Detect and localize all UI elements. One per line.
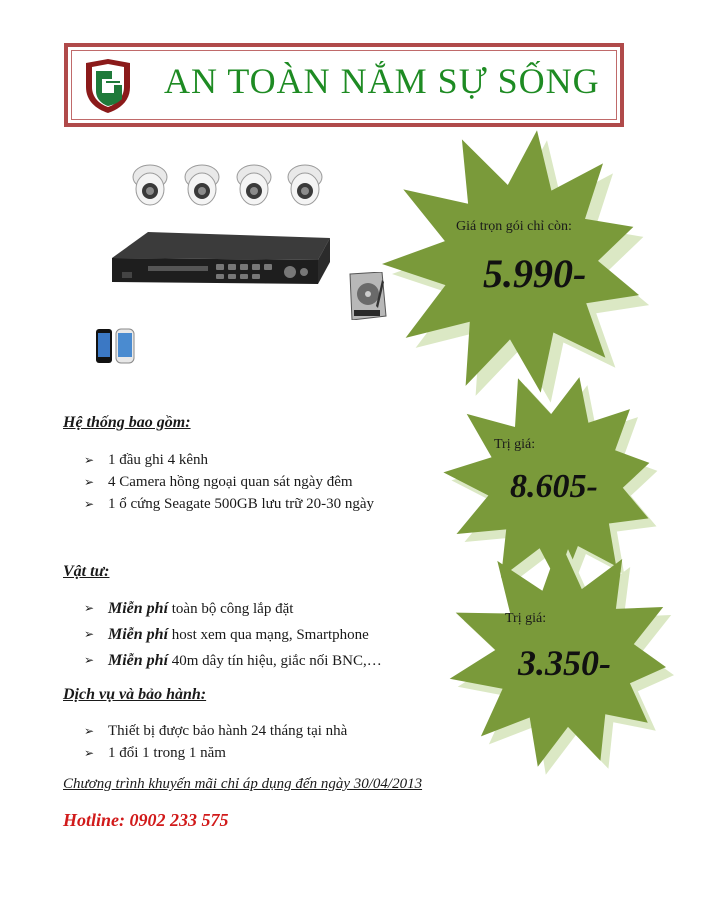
header-banner	[64, 43, 624, 127]
supplies-list	[84, 596, 382, 674]
banner-title: AN TOÀN NẮM SỰ SỐNG	[164, 61, 600, 101]
arrow-bullet-icon: ➢	[84, 475, 95, 489]
arrow-bullet-icon: ➢	[84, 627, 95, 641]
list-item: ➢ 1 ổ cứng Seagate 500GB lưu trữ 20-30 ngày	[84, 493, 374, 515]
smartphones-icon	[94, 328, 136, 364]
arrow-bullet-icon: ➢	[84, 724, 95, 738]
security-shield-logo-icon	[82, 57, 134, 115]
main-price-value: 5.990-	[483, 251, 587, 296]
dome-camera-icon	[287, 163, 323, 209]
hotline: Hotline: 0902 233 575	[63, 810, 229, 830]
system-list	[84, 449, 374, 515]
value-1-label: Trị giá:	[494, 437, 536, 452]
list-item: ➢ 1 đầu ghi 4 kênh	[84, 449, 374, 471]
system-heading: Hệ thống bao gồm:	[63, 414, 191, 431]
arrow-bullet-icon: ➢	[84, 746, 95, 760]
main-price-label: Giá trọn gói chỉ còn:	[456, 219, 572, 234]
value-1-price: 8.605-	[510, 468, 598, 505]
list-item: ➢ Miễn phí 40m dây tín hiệu, giắc nối BNC,…	[84, 648, 382, 674]
value-2-label: Trị giá:	[505, 611, 547, 626]
arrow-bullet-icon: ➢	[84, 601, 95, 615]
promo-note: Chương trình khuyến mãi chỉ áp dụng đến ngày 30/04/2013	[63, 776, 423, 792]
arrow-bullet-icon: ➢	[84, 453, 95, 467]
dome-camera-icon	[236, 163, 272, 209]
service-heading: Dịch vụ và bảo hành:	[63, 686, 207, 703]
dome-camera-icon	[184, 163, 220, 209]
list-item: ➢ Miễn phí host xem qua mạng, Smartphone	[84, 622, 382, 648]
arrow-bullet-icon: ➢	[84, 653, 95, 667]
service-list	[84, 720, 347, 764]
list-item: ➢ 1 đổi 1 trong 1 năm	[84, 742, 347, 764]
dvr-recorder-icon	[108, 228, 330, 298]
list-item: ➢ Miễn phí toàn bộ công lắp đặt	[84, 596, 382, 622]
supplies-heading: Vật tư:	[63, 563, 110, 580]
dome-camera-icon	[132, 163, 168, 209]
arrow-bullet-icon: ➢	[84, 497, 95, 511]
list-item: ➢ 4 Camera hồng ngoại quan sát ngày đêm	[84, 471, 374, 493]
list-item: ➢ Thiết bị được bảo hành 24 tháng tại nhà	[84, 720, 347, 742]
value-2-price: 3.350-	[518, 643, 611, 683]
